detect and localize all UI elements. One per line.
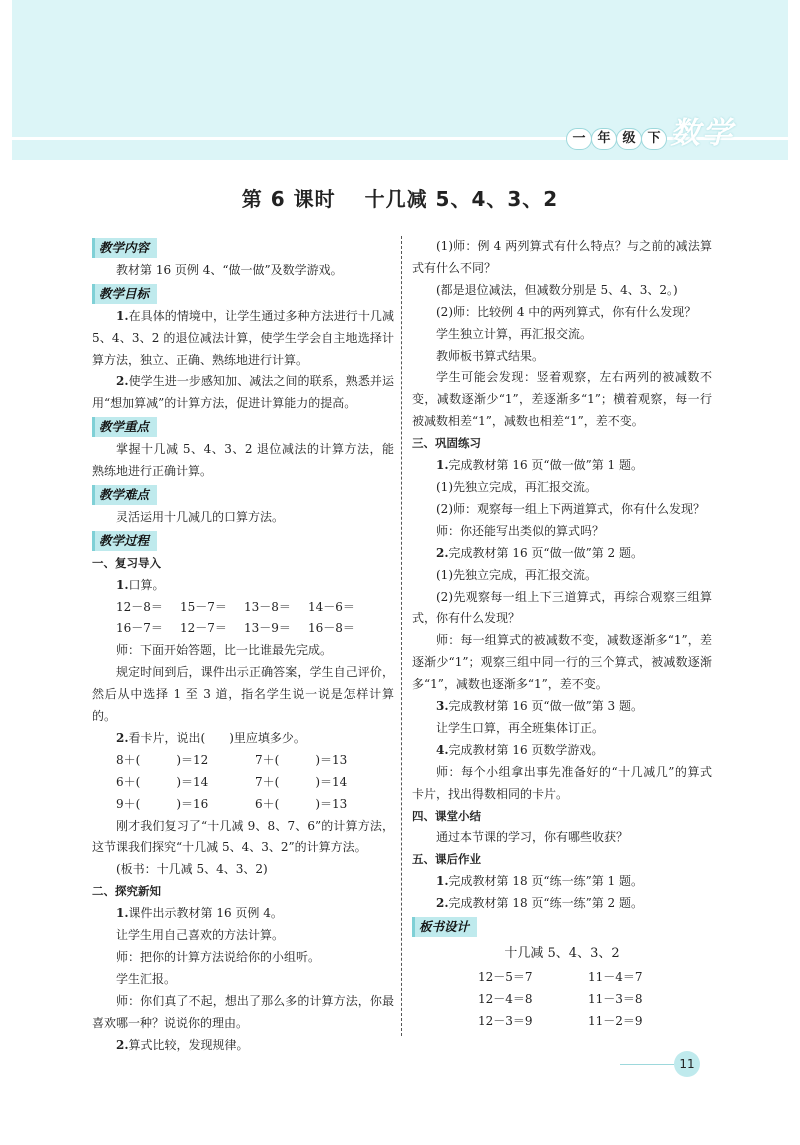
board-equation: 11－3＝8 [588, 991, 643, 1006]
equation: 7＋( )＝13 [255, 752, 348, 767]
paragraph: 师：每一组算式的被减数不变，减数逐渐多“1”，差逐渐少“1”；观察三组中同一行的三个算式，被减数逐渐多“1”，减数也逐渐多“1”，差不变。 [412, 633, 712, 692]
paragraph: 规定时间到后，课件出示正确答案，学生自己评价，然后从中选择 1 至 3 道，指名学生说一说是怎样计算的。 [92, 665, 394, 724]
equation: 7＋( )＝14 [255, 774, 348, 789]
item-number: 2. [116, 1037, 129, 1052]
step-item [412, 740, 712, 762]
equation-row [92, 597, 394, 619]
section-heading: 五、课后作业 [412, 852, 481, 867]
content-text: 教材第 16 页例 4、“做一做”及数学游戏。 [116, 262, 343, 277]
paragraph: (板书：十几减 5、4、3、2) [116, 862, 268, 877]
equation: 6＋( )＝14 [116, 774, 209, 789]
section-tag: 教学过程 [92, 531, 157, 551]
step-item [412, 696, 712, 718]
board-row [412, 989, 712, 1011]
paragraph: 学生汇报。 [116, 971, 177, 986]
item-number: 1. [116, 308, 129, 323]
item-number: 1. [436, 874, 449, 889]
equation: 16－7＝ [116, 621, 163, 636]
equation: 12－8＝ [116, 599, 163, 614]
item-number: 2. [116, 730, 129, 745]
column-divider [401, 236, 402, 1036]
section-heading: 一、复习导入 [92, 555, 161, 570]
equation: 13－8＝ [244, 599, 291, 614]
equation: 13－9＝ [244, 621, 291, 636]
paragraph: 教师板书算式结果。 [436, 348, 545, 363]
paragraph: (都是退位减法，但减数分别是 5、4、3、2。) [436, 282, 678, 297]
section-heading: 三、巩固练习 [412, 436, 481, 451]
paragraph: (2)先观察每一组上下三道算式，再综合观察三组算式，你有什么发现？ [412, 589, 712, 626]
page-title: 第 6 课时 十几减 5、4、3、2 [241, 187, 559, 211]
paragraph: 让学生口算，再全班集体订正。 [436, 720, 605, 735]
badge-char: 下 [641, 128, 667, 150]
board-equation: 11－4＝7 [588, 969, 643, 984]
item-number: 1. [116, 906, 129, 921]
item-number: 2. [436, 545, 449, 560]
item-text: 完成教材第 16 页“做一做”第 3 题。 [448, 699, 643, 714]
goal-item [92, 306, 394, 372]
step-item [92, 575, 394, 597]
equation: 12－7＝ [180, 621, 227, 636]
paragraph: 学生可能会发现：竖着观察，左右两列的被减数不变，减数逐渐少“1”，差逐渐多“1”；横着观察，每一行被减数相差“1”，减数也相差“1”，差不变。 [412, 370, 712, 429]
paragraph: 刚才我们复习了“十几减 9、8、7、6”的计算方法，这节课我们探究“十几减 5、4、3、2”的计算方法。 [92, 818, 394, 855]
step-item [412, 871, 712, 893]
item-number: 4. [436, 742, 449, 757]
step-item [92, 1035, 394, 1057]
item-number: 1. [436, 458, 449, 473]
left-column [92, 236, 394, 1057]
item-number: 3. [436, 699, 449, 714]
item-number: 2. [116, 374, 129, 389]
paragraph: 让学生用自己喜欢的方法计算。 [116, 928, 285, 943]
board-equation: 12－4＝8 [478, 991, 533, 1006]
section-tag: 板书设计 [412, 917, 477, 937]
equation: 15－7＝ [180, 599, 227, 614]
item-text: 看卡片，说出( )里应填多少。 [128, 730, 306, 745]
board-title: 十几减 5、4、3、2 [504, 946, 620, 961]
equation-row [92, 794, 394, 816]
equation-row [92, 618, 394, 640]
item-text: 完成教材第 18 页“练一练”第 2 题。 [448, 896, 643, 911]
equation: 6＋( )＝13 [255, 796, 348, 811]
grade-badge [566, 128, 666, 150]
board-equation: 11－2＝9 [588, 1013, 643, 1028]
paragraph: 师：下面开始答题，比一比谁最先完成。 [116, 643, 333, 658]
item-text: 算式比较，发现规律。 [128, 1037, 249, 1052]
item-text: 课件出示教材第 16 页例 4。 [128, 906, 283, 921]
page-number-line [620, 1064, 674, 1065]
paragraph: 学生独立计算，再汇报交流。 [436, 326, 593, 341]
item-text: 完成教材第 16 页“做一做”第 2 题。 [448, 545, 643, 560]
step-item [92, 728, 394, 750]
item-number: 2. [436, 896, 449, 911]
paragraph: (2)师：比较例 4 中的两列算式，你有什么发现？ [436, 304, 697, 319]
step-item [412, 893, 712, 915]
key-text: 掌握十几减 5、4、3、2 退位减法的计算方法，能熟练地进行正确计算。 [92, 442, 394, 479]
section-tag: 教学难点 [92, 485, 157, 505]
paragraph: 师：你还能写出类似的算式吗？ [436, 523, 605, 538]
section-tag: 教学目标 [92, 284, 157, 304]
paragraph: (2)师：观察每一组上下两道算式，你有什么发现？ [436, 501, 705, 516]
item-text: 完成教材第 18 页“练一练”第 1 题。 [448, 874, 643, 889]
item-text: 完成教材第 16 页“做一做”第 1 题。 [448, 458, 643, 473]
section-heading: 二、探究新知 [92, 884, 161, 899]
right-column [412, 236, 712, 1033]
item-text: 口算。 [128, 577, 165, 592]
equation-row [92, 750, 394, 772]
equation-row [92, 772, 394, 794]
equation: 16－8＝ [308, 621, 355, 636]
item-text: 完成教材第 16 页数学游戏。 [448, 742, 604, 757]
section-heading: 四、课堂小结 [412, 808, 481, 823]
item-number: 1. [116, 577, 129, 592]
paragraph: 师：每个小组拿出事先准备好的“十几减几”的算式卡片，找出得数相同的卡片。 [412, 764, 712, 801]
subject-logo: 数学 [670, 116, 734, 151]
paragraph: (1)先独立完成，再汇报交流。 [436, 567, 597, 582]
difficulty-text: 灵活运用十几减几的口算方法。 [116, 509, 285, 524]
item-text: 在具体的情境中，让学生通过多种方法进行十几减 5、4、3、2 的退位减法计算，使学生学会自主地选择计算方法，独立、正确、熟练地进行计算。 [92, 308, 394, 367]
page-number: 11 [674, 1051, 700, 1077]
badge-char: 一 [566, 128, 592, 150]
paragraph: (1)师：例 4 两列算式有什么特点？与之前的减法算式有什么不同？ [412, 239, 712, 275]
board-row [412, 967, 712, 989]
goal-item [92, 371, 394, 415]
paragraph: (1)先独立完成，再汇报交流。 [436, 479, 597, 494]
section-tag: 教学重点 [92, 417, 157, 437]
board-equation: 12－3＝9 [478, 1013, 533, 1028]
item-text: 使学生进一步感知加、减法之间的联系，熟悉并运用“想加算减”的计算方法，促进计算能力的提高。 [92, 374, 394, 411]
paragraph: 通过本节课的学习，你有哪些收获？ [436, 830, 629, 845]
paragraph: 师：你们真了不起，想出了那么多的计算方法，你最喜欢哪一种？说说你的理由。 [92, 993, 394, 1030]
badge-char: 年 [591, 128, 617, 150]
badge-char: 级 [616, 128, 642, 150]
equation: 8＋( )＝12 [116, 752, 209, 767]
section-tag: 教学内容 [92, 238, 157, 258]
equation: 9＋( )＝16 [116, 796, 209, 811]
board-row [412, 1011, 712, 1033]
step-item [412, 543, 712, 565]
board-equation: 12－5＝7 [478, 969, 533, 984]
paragraph: 师：把你的计算方法说给你的小组听。 [116, 950, 321, 964]
step-item [412, 455, 712, 477]
equation: 14－6＝ [308, 599, 355, 614]
step-item [92, 903, 394, 925]
